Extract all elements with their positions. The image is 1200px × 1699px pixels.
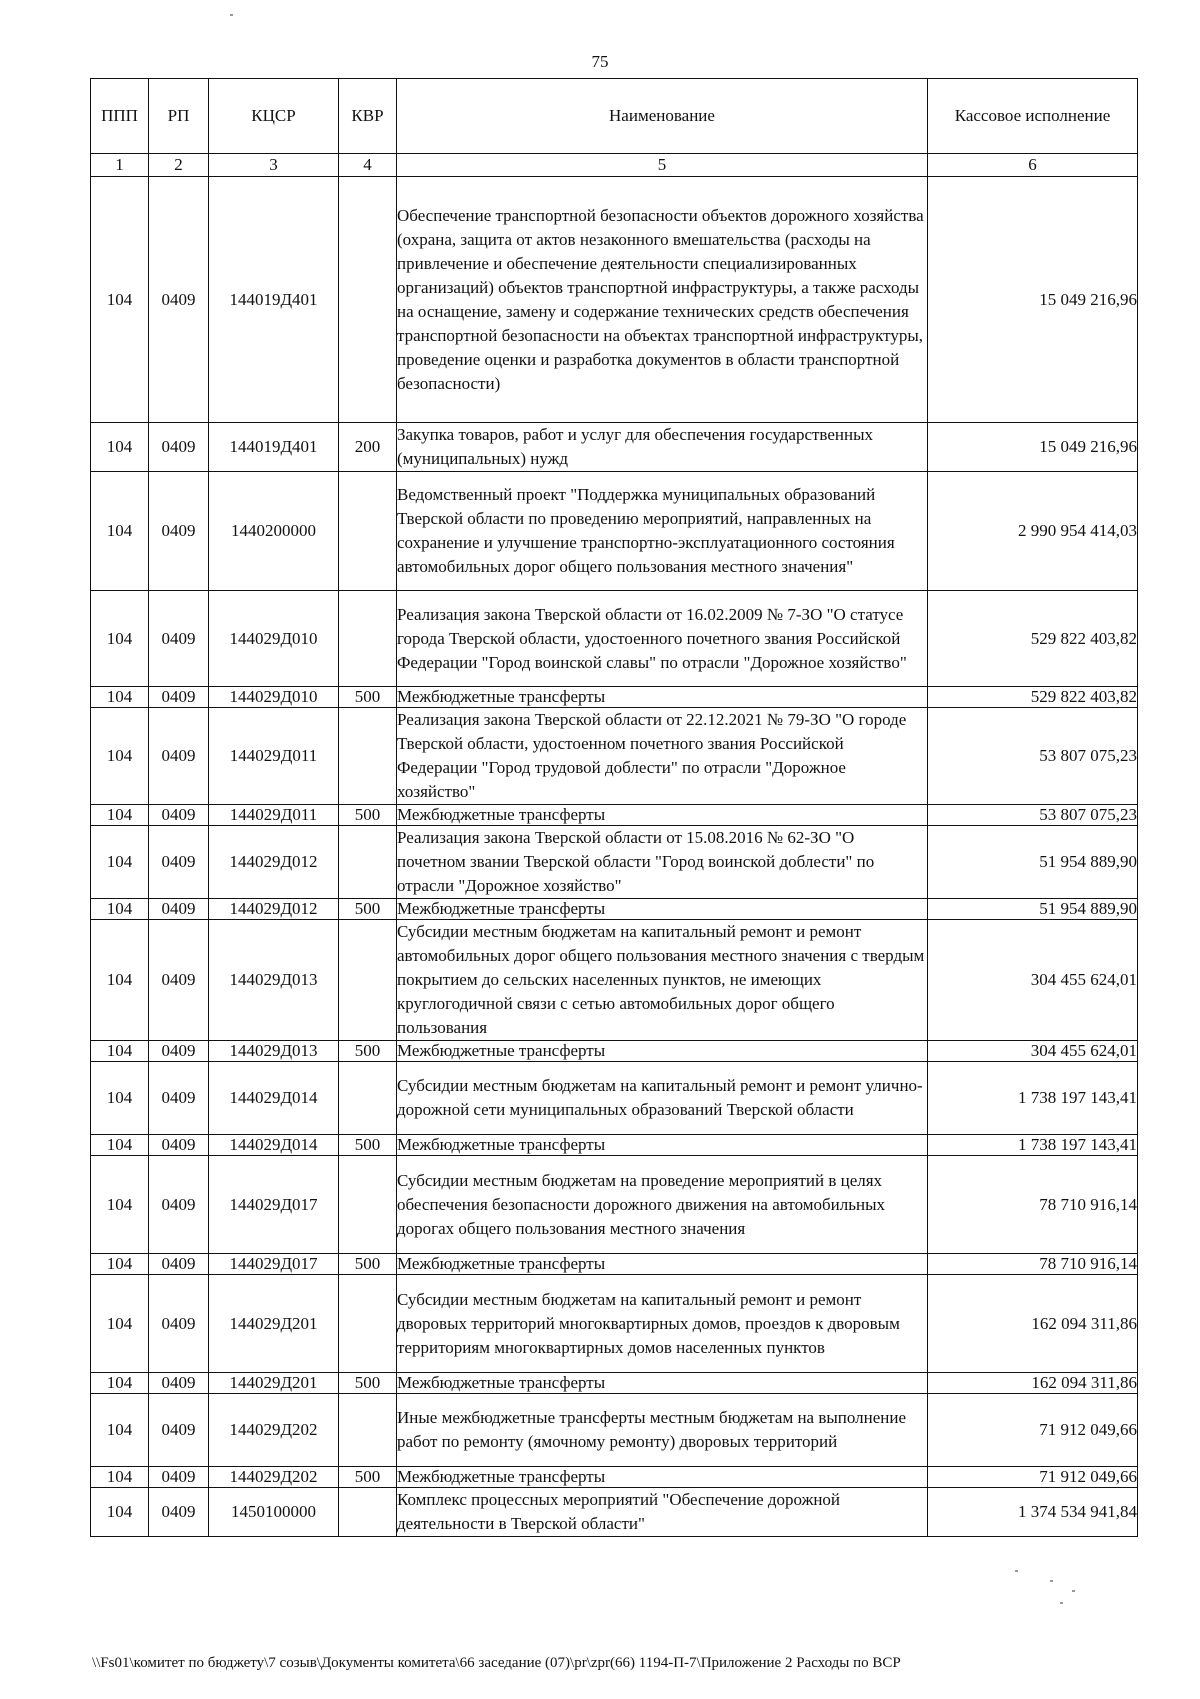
name-cell: Иные межбюджетные трансферты местным бюджетам на выполнение работ по ремонту (ямочному ремонту) дворовых территорий bbox=[397, 1394, 928, 1467]
kvr-cell bbox=[339, 1062, 397, 1135]
ppp-cell: 104 bbox=[91, 1156, 149, 1254]
kcsr-cell: 144029Д017 bbox=[209, 1156, 339, 1254]
table-row bbox=[91, 708, 1138, 805]
rp-cell: 0409 bbox=[149, 1467, 209, 1488]
amount-cell: 2 990 954 414,03 bbox=[928, 472, 1138, 591]
name-cell: Межбюджетные трансферты bbox=[397, 687, 928, 708]
table-row bbox=[91, 1135, 1138, 1156]
table-row bbox=[91, 1156, 1138, 1254]
kvr-cell bbox=[339, 177, 397, 423]
name-cell: Межбюджетные трансферты bbox=[397, 1135, 928, 1156]
column-number-row bbox=[91, 154, 1138, 177]
rp-cell: 0409 bbox=[149, 177, 209, 423]
kvr-cell: 500 bbox=[339, 1254, 397, 1275]
kcsr-cell: 144029Д013 bbox=[209, 920, 339, 1041]
kcsr-cell: 144029Д011 bbox=[209, 805, 339, 826]
kvr-cell: 500 bbox=[339, 1041, 397, 1062]
table-row bbox=[91, 1467, 1138, 1488]
rp-cell: 0409 bbox=[149, 1062, 209, 1135]
column-number: 3 bbox=[209, 154, 339, 177]
amount-cell: 162 094 311,86 bbox=[928, 1275, 1138, 1373]
ppp-cell: 104 bbox=[91, 920, 149, 1041]
amount-cell: 1 738 197 143,41 bbox=[928, 1062, 1138, 1135]
ppp-cell: 104 bbox=[91, 1467, 149, 1488]
ppp-cell: 104 bbox=[91, 1062, 149, 1135]
kvr-cell bbox=[339, 1275, 397, 1373]
amount-cell: 51 954 889,90 bbox=[928, 826, 1138, 899]
name-cell: Закупка товаров, работ и услуг для обеспечения государственных (муниципальных) нужд bbox=[397, 423, 928, 472]
table-row bbox=[91, 1373, 1138, 1394]
amount-cell: 78 710 916,14 bbox=[928, 1156, 1138, 1254]
ppp-cell: 104 bbox=[91, 1275, 149, 1373]
table-row bbox=[91, 805, 1138, 826]
rp-cell: 0409 bbox=[149, 920, 209, 1041]
name-cell: Реализация закона Тверской области от 15.08.2016 № 62-ЗО "О почетном звании Тверской области "Город воинской доблести" по отрасли "Дорожное хозяйство" bbox=[397, 826, 928, 899]
column-header: РП bbox=[149, 79, 209, 154]
table-row bbox=[91, 591, 1138, 687]
kcsr-cell: 144029Д012 bbox=[209, 899, 339, 920]
ppp-cell: 104 bbox=[91, 423, 149, 472]
amount-cell: 78 710 916,14 bbox=[928, 1254, 1138, 1275]
name-cell: Реализация закона Тверской области от 16.02.2009 № 7-ЗО "О статусе города Тверской области, удостоенного почетного звания Российской Федерации "Город воинской славы" по отрасли "Дорожное хозяйство" bbox=[397, 591, 928, 687]
kvr-cell: 500 bbox=[339, 687, 397, 708]
rp-cell: 0409 bbox=[149, 1394, 209, 1467]
ppp-cell: 104 bbox=[91, 177, 149, 423]
kcsr-cell: 1440200000 bbox=[209, 472, 339, 591]
amount-cell: 71 912 049,66 bbox=[928, 1467, 1138, 1488]
column-number: 2 bbox=[149, 154, 209, 177]
kcsr-cell: 144029Д201 bbox=[209, 1275, 339, 1373]
ppp-cell: 104 bbox=[91, 1373, 149, 1394]
kvr-cell: 500 bbox=[339, 1135, 397, 1156]
kcsr-cell: 144019Д401 bbox=[209, 423, 339, 472]
amount-cell: 51 954 889,90 bbox=[928, 899, 1138, 920]
scan-speck bbox=[1015, 1570, 1018, 1572]
table-row bbox=[91, 177, 1138, 423]
rp-cell: 0409 bbox=[149, 1488, 209, 1537]
column-number: 1 bbox=[91, 154, 149, 177]
table-row bbox=[91, 1275, 1138, 1373]
header-row bbox=[91, 79, 1138, 154]
table-row bbox=[91, 1062, 1138, 1135]
table-row bbox=[91, 826, 1138, 899]
ppp-cell: 104 bbox=[91, 1254, 149, 1275]
ppp-cell: 104 bbox=[91, 899, 149, 920]
name-cell: Реализация закона Тверской области от 22.12.2021 № 79-ЗО "О городе Тверской области, удостоенном почетного звания Российской Федерации "Город трудовой доблести" по отрасли "Дорожное хозяйство" bbox=[397, 708, 928, 805]
amount-cell: 529 822 403,82 bbox=[928, 687, 1138, 708]
name-cell: Субсидии местным бюджетам на капитальный ремонт и ремонт дворовых территорий многоквартирных домов, проездов к дворовым территориям многоквартирных домов населенных пунктов bbox=[397, 1275, 928, 1373]
table-row bbox=[91, 687, 1138, 708]
rp-cell: 0409 bbox=[149, 1135, 209, 1156]
table-row bbox=[91, 1394, 1138, 1467]
table-row bbox=[91, 1041, 1138, 1062]
ppp-cell: 104 bbox=[91, 1041, 149, 1062]
name-cell: Субсидии местным бюджетам на капитальный ремонт и ремонт автомобильных дорог общего пользования местного значения с твердым покрытием до сельских населенных пунктов, не имеющих круглогодичной связи с сетью автомобильных дорог общего пользования bbox=[397, 920, 928, 1041]
ppp-cell: 104 bbox=[91, 1135, 149, 1156]
rp-cell: 0409 bbox=[149, 805, 209, 826]
kvr-cell bbox=[339, 1488, 397, 1537]
scan-speck bbox=[230, 14, 233, 16]
name-cell: Межбюджетные трансферты bbox=[397, 1254, 928, 1275]
kcsr-cell: 144029Д014 bbox=[209, 1062, 339, 1135]
rp-cell: 0409 bbox=[149, 826, 209, 899]
ppp-cell: 104 bbox=[91, 591, 149, 687]
amount-cell: 1 738 197 143,41 bbox=[928, 1135, 1138, 1156]
scan-speck bbox=[1050, 1580, 1053, 1582]
footer-file-path: \\Fs01\комитет по бюджету\7 созыв\Документы комитета\66 заседание (07)\pr\zpr(66) 1194-П-7\Приложение 2 Расходы по ВСР bbox=[92, 1655, 901, 1671]
rp-cell: 0409 bbox=[149, 1156, 209, 1254]
ppp-cell: 104 bbox=[91, 1394, 149, 1467]
kvr-cell bbox=[339, 708, 397, 805]
amount-cell: 162 094 311,86 bbox=[928, 1373, 1138, 1394]
amount-cell: 304 455 624,01 bbox=[928, 920, 1138, 1041]
rp-cell: 0409 bbox=[149, 1041, 209, 1062]
kcsr-cell: 144029Д010 bbox=[209, 687, 339, 708]
table-row bbox=[91, 472, 1138, 591]
ppp-cell: 104 bbox=[91, 826, 149, 899]
kcsr-cell: 144029Д012 bbox=[209, 826, 339, 899]
column-header: ППП bbox=[91, 79, 149, 154]
name-cell: Межбюджетные трансферты bbox=[397, 1041, 928, 1062]
name-cell: Ведомственный проект "Поддержка муниципальных образований Тверской области по проведению мероприятий, направленных на сохранение и улучшение транспортно-эксплуатационного состояния автомобильных дорог общего пользования местного значения" bbox=[397, 472, 928, 591]
kvr-cell: 500 bbox=[339, 1373, 397, 1394]
scan-speck bbox=[1072, 1590, 1075, 1592]
table-row bbox=[91, 423, 1138, 472]
kcsr-cell: 144029Д017 bbox=[209, 1254, 339, 1275]
kcsr-cell: 1450100000 bbox=[209, 1488, 339, 1537]
ppp-cell: 104 bbox=[91, 1488, 149, 1537]
rp-cell: 0409 bbox=[149, 423, 209, 472]
kcsr-cell: 144029Д014 bbox=[209, 1135, 339, 1156]
column-number: 6 bbox=[928, 154, 1138, 177]
ppp-cell: 104 bbox=[91, 805, 149, 826]
ppp-cell: 104 bbox=[91, 687, 149, 708]
kvr-cell: 500 bbox=[339, 899, 397, 920]
rp-cell: 0409 bbox=[149, 1254, 209, 1275]
rp-cell: 0409 bbox=[149, 708, 209, 805]
rp-cell: 0409 bbox=[149, 687, 209, 708]
kcsr-cell: 144029Д013 bbox=[209, 1041, 339, 1062]
name-cell: Субсидии местным бюджетам на капитальный ремонт и ремонт улично-дорожной сети муниципальных образований Тверской области bbox=[397, 1062, 928, 1135]
table-row bbox=[91, 899, 1138, 920]
name-cell: Субсидии местным бюджетам на проведение мероприятий в целях обеспечения безопасности дорожного движения на автомобильных дорогах общего пользования местного значения bbox=[397, 1156, 928, 1254]
rp-cell: 0409 bbox=[149, 899, 209, 920]
column-header: Кассовое исполнение bbox=[928, 79, 1138, 154]
kcsr-cell: 144029Д202 bbox=[209, 1467, 339, 1488]
amount-cell: 71 912 049,66 bbox=[928, 1394, 1138, 1467]
amount-cell: 529 822 403,82 bbox=[928, 591, 1138, 687]
kcsr-cell: 144029Д201 bbox=[209, 1373, 339, 1394]
ppp-cell: 104 bbox=[91, 708, 149, 805]
ppp-cell: 104 bbox=[91, 472, 149, 591]
kvr-cell: 200 bbox=[339, 423, 397, 472]
table-row bbox=[91, 1254, 1138, 1275]
budget-table bbox=[90, 78, 1138, 1537]
kvr-cell bbox=[339, 472, 397, 591]
kvr-cell: 500 bbox=[339, 805, 397, 826]
rp-cell: 0409 bbox=[149, 472, 209, 591]
table-row bbox=[91, 920, 1138, 1041]
rp-cell: 0409 bbox=[149, 591, 209, 687]
amount-cell: 1 374 534 941,84 bbox=[928, 1488, 1138, 1537]
amount-cell: 53 807 075,23 bbox=[928, 805, 1138, 826]
kvr-cell bbox=[339, 591, 397, 687]
page-number: 75 bbox=[591, 52, 609, 71]
name-cell: Межбюджетные трансферты bbox=[397, 1373, 928, 1394]
kcsr-cell: 144029Д011 bbox=[209, 708, 339, 805]
kcsr-cell: 144019Д401 bbox=[209, 177, 339, 423]
kvr-cell bbox=[339, 1156, 397, 1254]
kcsr-cell: 144029Д202 bbox=[209, 1394, 339, 1467]
kvr-cell: 500 bbox=[339, 1467, 397, 1488]
rp-cell: 0409 bbox=[149, 1275, 209, 1373]
column-header: Наименование bbox=[397, 79, 928, 154]
amount-cell: 304 455 624,01 bbox=[928, 1041, 1138, 1062]
name-cell: Межбюджетные трансферты bbox=[397, 899, 928, 920]
scan-speck bbox=[1060, 1602, 1063, 1604]
kvr-cell bbox=[339, 826, 397, 899]
column-header: КЦСР bbox=[209, 79, 339, 154]
name-cell: Обеспечение транспортной безопасности объектов дорожного хозяйства (охрана, защита от актов незаконного вмешательства (расходы на привлечение и обеспечение деятельности специализированных организаций) объектов транспортной инфраструктуры, а также расходы на оснащение, замену и содержание технических средств обеспечения транспортной безопасности на объектах транспортной инфраструктуры, проведение оценки и разработка документов в области транспортной безопасности) bbox=[397, 177, 928, 423]
column-header: КВР bbox=[339, 79, 397, 154]
name-cell: Комплекс процессных мероприятий "Обеспечение дорожной деятельности в Тверской области" bbox=[397, 1488, 928, 1537]
kvr-cell bbox=[339, 1394, 397, 1467]
amount-cell: 15 049 216,96 bbox=[928, 177, 1138, 423]
name-cell: Межбюджетные трансферты bbox=[397, 1467, 928, 1488]
amount-cell: 53 807 075,23 bbox=[928, 708, 1138, 805]
column-number: 4 bbox=[339, 154, 397, 177]
amount-cell: 15 049 216,96 bbox=[928, 423, 1138, 472]
column-number: 5 bbox=[397, 154, 928, 177]
rp-cell: 0409 bbox=[149, 1373, 209, 1394]
table-row bbox=[91, 1488, 1138, 1537]
name-cell: Межбюджетные трансферты bbox=[397, 805, 928, 826]
kcsr-cell: 144029Д010 bbox=[209, 591, 339, 687]
kvr-cell bbox=[339, 920, 397, 1041]
